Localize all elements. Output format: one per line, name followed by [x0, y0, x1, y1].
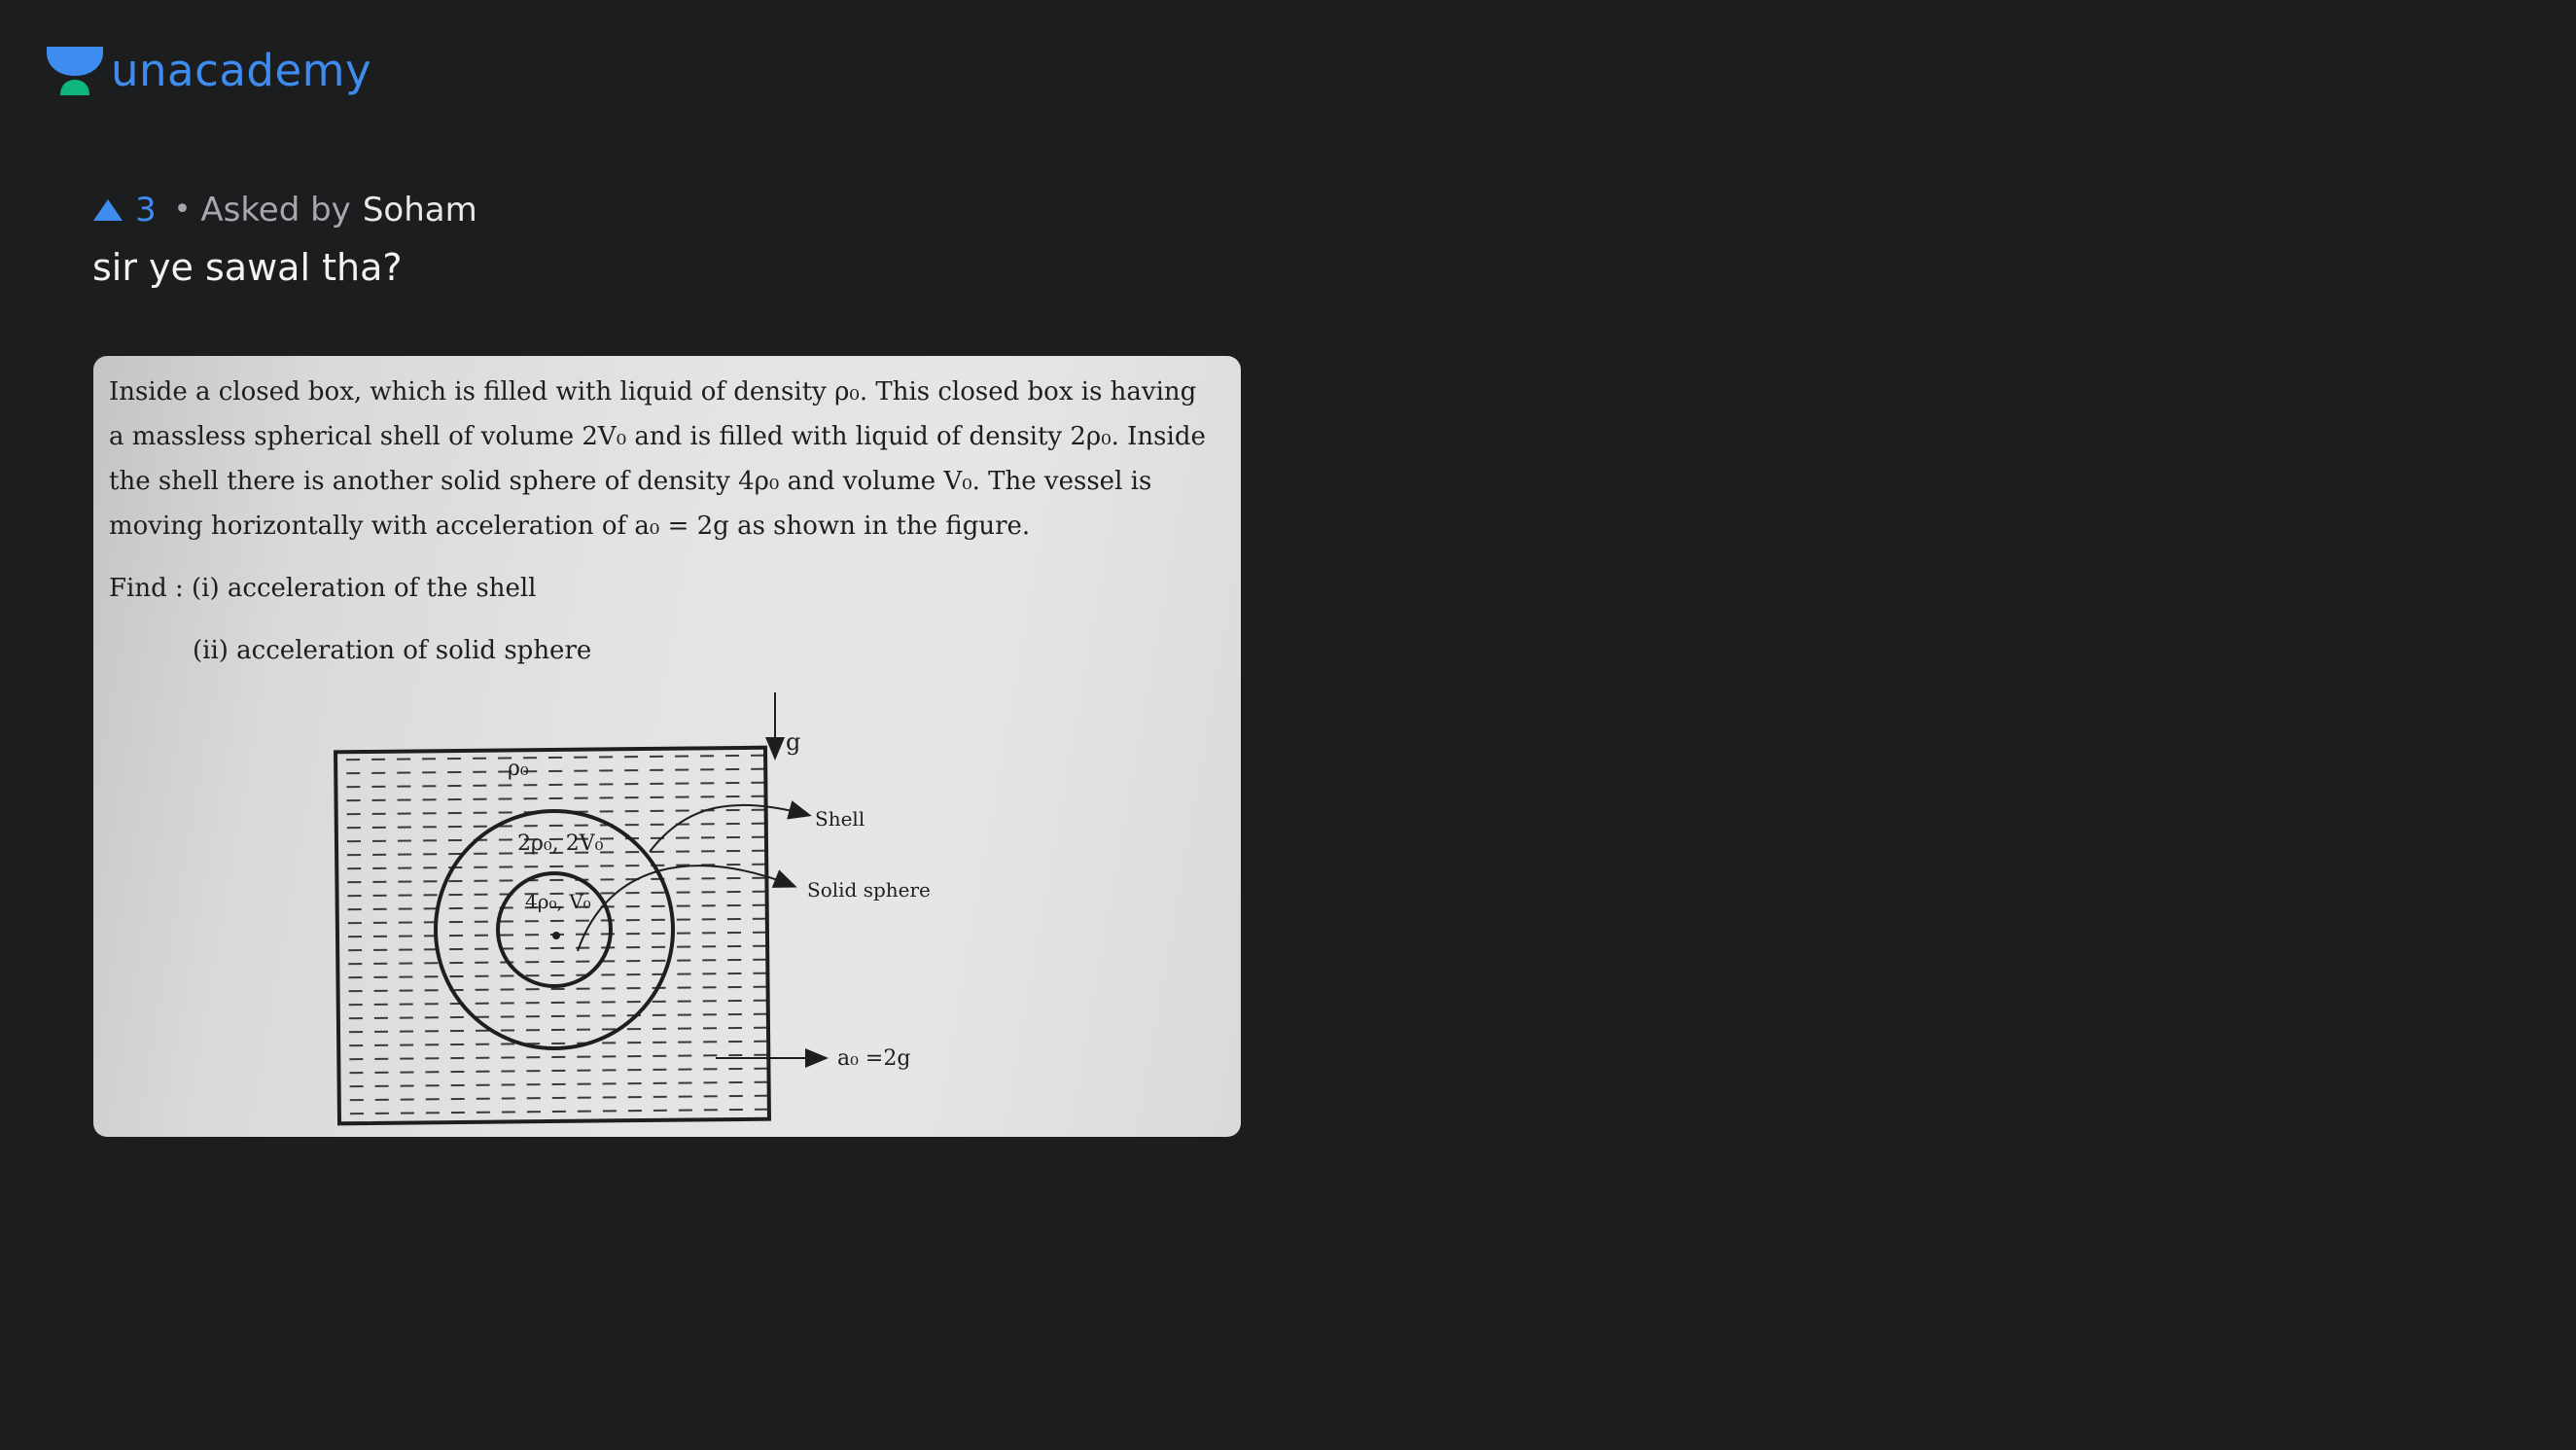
find-part-1: Find : (i) acceleration of the shell [109, 574, 537, 603]
upvote-count: 3 [135, 191, 157, 230]
physics-figure [93, 356, 1241, 1137]
unacademy-logo-icon [45, 43, 105, 97]
asked-by-label: Asked by [200, 191, 351, 230]
sphere-density-label: 4ρ₀, V₀ [525, 890, 591, 913]
asker-name[interactable]: Soham [362, 191, 477, 230]
shell-pointer-label: Shell [815, 807, 865, 831]
shell-density-label: 2ρ₀, 2V₀ [517, 831, 604, 856]
question-text: sir ye sawal tha? [92, 246, 403, 289]
question-attachment-image[interactable] [93, 356, 1241, 1137]
brand-name: unacademy [111, 44, 372, 96]
question-meta [92, 189, 477, 231]
gravity-label: g [786, 728, 801, 756]
sphere-center-dot [552, 932, 560, 939]
find-part-2: (ii) acceleration of solid sphere [193, 636, 592, 665]
unacademy-logo[interactable] [45, 43, 371, 97]
upvote-triangle-icon[interactable] [92, 198, 124, 222]
sphere-pointer-label: Solid sphere [807, 878, 931, 902]
separator-dot: • [173, 193, 192, 227]
acceleration-label: a₀ =2g [837, 1046, 911, 1071]
problem-paragraph: Inside a closed box, which is filled with liquid of density ρ₀. This closed box is having a massless spherical shell of volume 2V₀ and is filled with liquid of density 2ρ₀. Inside the shell there is another solid sphere of density 4ρ₀ and volume V₀. The vessel is moving horizontally with acceleration of a₀ = 2g as shown in the figure. [109, 377, 1206, 541]
box-density-label: ρ₀ [508, 757, 529, 781]
